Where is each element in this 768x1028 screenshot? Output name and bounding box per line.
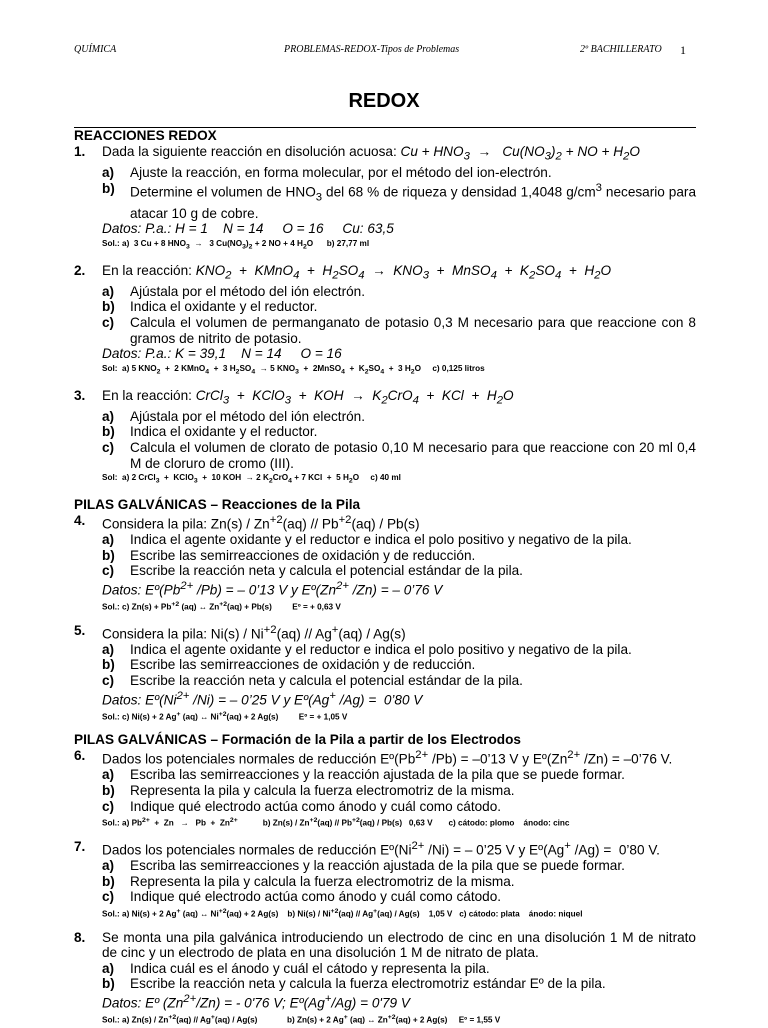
item-letter: b) — [102, 180, 115, 196]
document-title: REDOX — [348, 90, 420, 112]
item-letter: b) — [102, 547, 115, 563]
item-text: Representa la pila y calcula la fuerza electromotriz de la misma. — [130, 873, 515, 889]
problem-item — [102, 874, 696, 890]
problem-number: 1. — [74, 144, 86, 159]
item-letter: b) — [102, 657, 115, 673]
solution-line: Sol: a) 5 $KNO_2 + 2$ KMnO$_4$ + 3 $H_2SO_4 \to 5$ $KNO_3$ + 2MnSO$_4$ + $K_2SO_4 + 3$ $H_2O$ c) 0,125 litros — [102, 363, 485, 376]
problem-item — [102, 165, 696, 181]
item-letter: a) — [102, 531, 115, 547]
item-letter: c) — [102, 315, 115, 331]
item-letter: c) — [102, 889, 115, 905]
problem-statement — [74, 144, 696, 165]
problem-data: Datos: $Eº(Pb^{2+}$ /Pb) = – 0’13 V y $Eº(Zn^{2+}$ /Zn) = – 0’76 V — [102, 579, 443, 598]
problem-statement — [74, 388, 696, 409]
solution-line: Sol.: c) Ni(s) + 2 Ag+ (aq) ↔ $Ni^{+2}(aq) + 2$ Ag(s) Eº = + 1,05 V — [102, 710, 348, 722]
spacer — [74, 615, 696, 623]
problem-number: 5. — [74, 622, 86, 638]
problem-text: Dados los potenciales normales de reducción $Eº(Pb^{2+}$ /Pb) = –0’13 V y $Eº(Zn^{2+}$ /Zn) = –0’76 V. — [102, 749, 673, 767]
problem-item — [102, 961, 696, 977]
problem-item — [102, 548, 696, 564]
problem-statement — [74, 839, 696, 858]
problem-item — [102, 424, 696, 440]
problem-item — [102, 284, 696, 300]
problem-statement — [74, 513, 696, 532]
solution-line: Sol.: a) 3 Cu + 8 $HNO_3 \to 3$ $Cu(NO_3)_2 + 2$ NO + 4 $H_2O$ b) 27,77 ml — [102, 238, 370, 251]
item-text: Escribe la reacción neta y calcula la fuerza electromotriz estándar Eº de la pila. — [130, 976, 606, 992]
item-letter: a) — [102, 283, 115, 299]
item-text: Escribe la reacción neta y calcula el potencial estándar de la pila. — [130, 563, 523, 579]
problem-data: Datos: P.a.: K = 39,1 N = 14 O = 16 — [102, 346, 342, 362]
item-text: Determine el volumen de $HNO_3$ del 68 % de riqueza y densidad 1,4048 $g/cm^3$ necesario para atacar 10 g de cobre. — [130, 181, 697, 221]
item-letter: a) — [102, 408, 115, 424]
item-text: Escribe las semirreacciones de oxidación y de reducción. — [130, 547, 476, 563]
section-heading: PILAS GALVÁNICAS – Reacciones de la Pila — [74, 496, 361, 512]
spacer — [74, 489, 696, 497]
solution-line: Sol.: a) Ni(s) + 2 Ag+ (aq) ↔ $Ni^{+2}(aq) + 2$ Ag(s) b) $Ni(s) / Ni^{+2}(aq) // Ag^+(aq) / Ag(s)$ 1,05 V c) cátodo: plata ánodo: niquel — [102, 907, 583, 919]
problem-item — [102, 858, 696, 874]
problem-item — [102, 976, 696, 992]
problem-item — [102, 767, 696, 783]
problem-item — [102, 889, 696, 905]
solution-line: Sol.: a) $Pb^{2+} + Zn \to Pb + Zn^{2+}$ b) $Zn(s) / Zn^{+2}(aq) // Pb^{+2}(aq) / Pb(s)$ 0,63 V c) cátodo: plomo ánodo: cinc — [102, 817, 570, 828]
problem-text: Se monta una pila galvánica introduciendo un electrodo de cinc en una disolución 1 M de nitrato de cinc y un electrodo de plata en una disolución 1 M de nitrato de plata. — [102, 929, 696, 961]
problem-item — [102, 532, 696, 548]
section-heading: REACCIONES REDOX — [74, 128, 217, 143]
item-text: Indica el oxidante y el reductor. — [130, 424, 318, 440]
item-text: Calcula el volumen de clorato de potasio 0,10 M necesario para que reaccione con 20 ml 0,4 M de cloruro de cromo (III). — [130, 440, 696, 471]
spacer — [74, 922, 696, 930]
item-text: Indique qué electrodo actúa como ánodo y cuál como cátodo. — [130, 798, 502, 814]
item-letter: a) — [102, 960, 115, 976]
problem-item — [102, 181, 696, 221]
problem-item — [102, 673, 696, 689]
item-letter: b) — [102, 873, 115, 889]
section-heading: PILAS GALVÁNICAS – Formación de la Pila a partir de los Electrodos — [74, 732, 521, 748]
item-text: Indica el oxidante y el reductor. — [130, 299, 318, 315]
problem-number: 2. — [74, 262, 86, 278]
item-text: Indique qué electrodo actúa como ánodo y cuál como cátodo. — [130, 889, 502, 905]
page-number: 1 — [680, 43, 686, 57]
solution-line: Sol: a) 2 CrCl$_3$ + KClO$_3$ + 10 KOH → 2 $K_2CrO_4 + 7$ KCl + 5 $H_2O$ c) 40 ml — [102, 473, 401, 485]
header-subject: QUÍMICA — [74, 44, 117, 55]
problem-item — [102, 563, 696, 579]
problem-item — [102, 409, 696, 425]
item-letter: b) — [102, 976, 115, 992]
problem-statement — [74, 623, 696, 642]
item-letter: c) — [102, 563, 115, 579]
problem-data: Datos: $Eº(Ni^{2+}$ /Ni) = – 0’25 V y Eº(Ag+ /Ag) = 0’80 V — [102, 689, 423, 708]
item-letter: c) — [102, 440, 115, 455]
problem-item — [102, 299, 696, 315]
problem-statement — [74, 930, 696, 961]
solution-line: Sol.: c) $Zn(s) + Pb^{+2}$ (aq) ↔ $Zn^{+2}(aq) + Pb(s)$ Eº = + 0,63 V — [102, 600, 341, 612]
problem-statement — [74, 263, 696, 284]
item-letter: b) — [102, 299, 115, 315]
item-text: Escriba las semirreacciones y la reacción ajustada de la pila que se puede formar. — [130, 858, 625, 874]
spacer — [74, 255, 696, 263]
item-text: Escribe las semirreacciones de oxidación y de reducción. — [130, 657, 476, 673]
problem-number: 3. — [74, 387, 86, 403]
item-text: Escriba las semirreacciones y la reacción ajustada de la pila que se puede formar. — [130, 767, 625, 783]
item-letter: b) — [102, 424, 115, 440]
problem-statement — [74, 748, 696, 767]
item-text: Representa la pila y calcula la fuerza electromotriz de la misma. — [130, 783, 515, 799]
problem-item — [102, 783, 696, 799]
item-text: Indica el agente oxidante y el reductor e indica el polo positivo y negativo de la pila. — [130, 641, 632, 657]
problem-item — [102, 315, 696, 346]
problem-text: Considera la pila: $Zn(s) / Zn^{+2}(aq) // Pb^{+2}(aq) / Pb(s)$ — [102, 513, 420, 532]
item-letter: b) — [102, 783, 115, 799]
item-text: Indica cuál es el ánodo y cuál el cátodo y representa la pila. — [130, 960, 490, 976]
problem-item — [102, 657, 696, 673]
item-text: Indica el agente oxidante y el reductor e indica el polo positivo y negativo de la pila. — [130, 531, 632, 547]
header-topic: PROBLEMAS-REDOX-Tipos de Problemas — [284, 44, 460, 55]
solution-line: Sol.: a) $Zn(s) / Zn^{+2}(aq) // Ag^+(aq) / Ag(s)$ b) Zn(s) + 2 Ag+ (aq) ↔ $Zn^{+2}(aq) + 2$ Ag(s) Eº = 1,55 V — [102, 1014, 501, 1025]
item-text: Ajuste la reacción, en forma molecular, por el método del ion-electrón. — [130, 165, 552, 181]
problem-item — [102, 799, 696, 815]
problem-text: Dados los potenciales normales de reducción $Eº(Ni^{2+}$ /Ni) = – 0’25 V y Eº(Ag+ /Ag) = 0’80 V. — [102, 840, 660, 858]
item-letter: c) — [102, 672, 115, 688]
problem-text: En la reacción: $KNO_2$ + KMnO$_4$ + $H_2SO_4 \to KNO_3$ + MnSO$_4$ + $K_2SO_4 + H_2O$ — [102, 262, 612, 282]
problem-data: Datos: Eº $(Zn^{2+}/Zn)$ = - 0'76 V; Eº(Ag+/Ag) = 0'79 V — [102, 993, 410, 1011]
spacer — [74, 380, 696, 388]
problem-number: 4. — [74, 512, 86, 528]
item-letter: a) — [102, 767, 115, 783]
item-letter: c) — [102, 798, 115, 814]
header-course: 2º BACHILLERATO — [580, 44, 662, 55]
item-text: Ajústala por el método del ión electrón. — [130, 408, 366, 424]
item-letter: a) — [102, 858, 115, 874]
item-letter: a) — [102, 165, 115, 181]
item-text: Escribe la reacción neta y calcula el potencial estándar de la pila. — [130, 672, 523, 688]
spacer — [74, 831, 696, 839]
problem-item — [102, 440, 696, 471]
problem-number: 7. — [74, 839, 86, 854]
problem-data: Datos: P.a.: H = 1 N = 14 O = 16 Cu: 63,5 — [102, 221, 394, 237]
problem-text: En la reacción: CrCl$_3$ + KClO$_3$ + KOH → $K_2CrO_4$ + KCl + $H_2O$ — [102, 387, 514, 407]
spacer — [74, 724, 696, 732]
problem-list — [74, 127, 696, 1028]
item-letter: a) — [102, 641, 115, 657]
item-text: Calcula el volumen de permanganato de potasio 0,3 M necesario para que reaccione con 8 gramos de nitrito de potasio. — [130, 315, 696, 346]
problem-item — [102, 642, 696, 658]
problem-number: 6. — [74, 748, 86, 764]
problem-text: Dada la siguiente reacción en disolución acuosa: $Cu + HNO_3 \to Cu(NO_3)_2$ + NO + $H_2O$ — [102, 144, 640, 163]
item-text: Ajústala por el método del ión electrón. — [130, 283, 366, 299]
problem-text: Considera la pila: $Ni(s) / Ni^{+2}(aq) // Ag^+(aq) / Ag(s)$ — [102, 623, 406, 642]
problem-number: 8. — [74, 929, 86, 945]
